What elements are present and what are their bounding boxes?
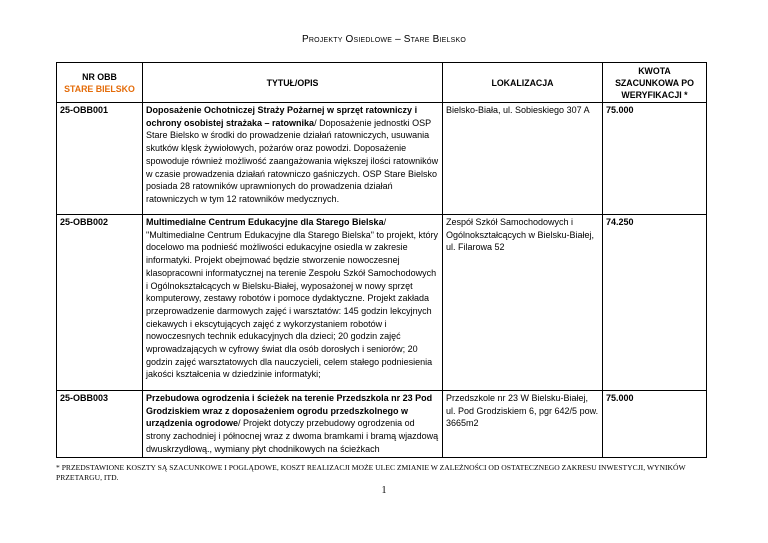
row-location: Zespół Szkół Samochodowych i Ogólnokształcących w Bielsku-Białej, ul. Filarowa 52 xyxy=(443,215,603,391)
table-row xyxy=(57,103,707,215)
projects-table xyxy=(56,62,707,458)
row-amount: 74.250 xyxy=(603,215,707,391)
row-title: Doposażenie Ochotniczej Straży Pożarnej w sprzęt ratowniczy i ochrony osobistej strażaka – ratownika xyxy=(146,105,418,128)
row-title-description xyxy=(143,391,443,458)
row-title: Przebudowa ogrodzenia i ścieżek na terenie Przedszkola nr 23 Pod Grodziskiem wraz z doposażeniem ogrodu przedszkolnego w urządzenia ogrodowe xyxy=(146,393,433,429)
row-location: Bielsko-Biała, ul. Sobieskiego 307 A xyxy=(443,103,603,215)
header-location: LOKALIZACJA xyxy=(443,63,603,103)
row-nr: 25-OBB003 xyxy=(57,391,143,458)
table-row xyxy=(57,391,707,458)
header-nr-label: NR OBB xyxy=(82,71,117,82)
row-description: / "Multimedialne Centrum Edukacyjne dla Starego Bielska" to projekt, który docelowo ma podnieść możliwości edukacyjne osiedla w zakresie informatyki. Projekt obejmować będzie stworzenie nowoczesnej klasopracowni informatycznej na terenie Zespołu Szkół Samochodowych i Ogólnokształcących w Bielsku-Białej, wyposażonej w nowy sprzęt komputerowy, zestawy robotów i pomoce dydaktyczne. Projekt zakłada przeprowadzenie darmowych zajęć i warsztatów: 145 godzin lekcyjnych ciekawych i ekscytujących zajęć z wykorzystaniem robotów i nowoczesnych technik edukacyjnych dla dzieci; 20 godzin zajęć wprowadzających w cyfrowy świat dla osób dorosłych i seniorów; 20 godzin zajęć warsztatowych dla nauczycieli, celem stałego podniesienia jakości kształcenia w dziedzinie informatyki; xyxy=(146,217,439,380)
row-amount: 75.000 xyxy=(603,391,707,458)
header-title: TYTUŁ/OPIS xyxy=(143,63,443,103)
row-amount: 75.000 xyxy=(603,103,707,215)
table-row xyxy=(57,215,707,391)
row-title-description xyxy=(143,103,443,215)
row-description: / Doposażenie jednostki OSP Stare Bielsko w środki do prowadzenie działań ratowniczych, usuwania skutków klęsk żywiołowych, pożarów oraz powodzi. Doposażenie spowoduje również możliwość zaangażowania większej ilości ratowników w czasie prowadzenia działań ratowniczo gaśniczych. OSP Stare Bielsko posiada 28 ratowników uprawnionych do prowadzenia działań ratowniczych w tym 12 ratowników medycznych. xyxy=(146,117,439,204)
header-amount: KWOTA SZACUNKOWA PO WERYFIKACJI * xyxy=(603,63,707,103)
row-description: / Projekt dotyczy przebudowy ogrodzenia od strony zachodniej i północnej wraz z dwoma bramkami i bramą wjazdową dwuskrzydłową., wymiany płyt chodnikowych na ścieżkach xyxy=(146,418,439,454)
row-nr: 25-OBB002 xyxy=(57,215,143,391)
page-number: 1 xyxy=(381,485,387,496)
row-title-description xyxy=(143,215,443,391)
header-nr xyxy=(57,63,143,103)
row-nr: 25-OBB001 xyxy=(57,103,143,215)
row-location: Przedszkole nr 23 W Bielsku-Białej, ul. Pod Grodziskiem 6, pgr 642/5 pow. 3665m2 xyxy=(443,391,603,458)
footnote: * PRZEDSTAWIONE KOSZTY SĄ SZACUNKOWE I POGLĄDOWE, KOSZT REALIZACJI MOŻE ULEC ZMIANIE W ZALEŻNOŚCI OD OSTATECZNEGO ZAKRESU INWESTYCJI, WYNIKÓW PRZETARGU, ITD. xyxy=(56,463,686,482)
row-title: Multimedialne Centrum Edukacyjne dla Starego Bielska xyxy=(146,217,384,227)
table-header-row xyxy=(57,63,707,103)
header-nr-sub: STARE BIELSKO xyxy=(64,83,135,94)
document-title: Projekty Osiedlowe – Stare Bielsko xyxy=(302,34,466,45)
